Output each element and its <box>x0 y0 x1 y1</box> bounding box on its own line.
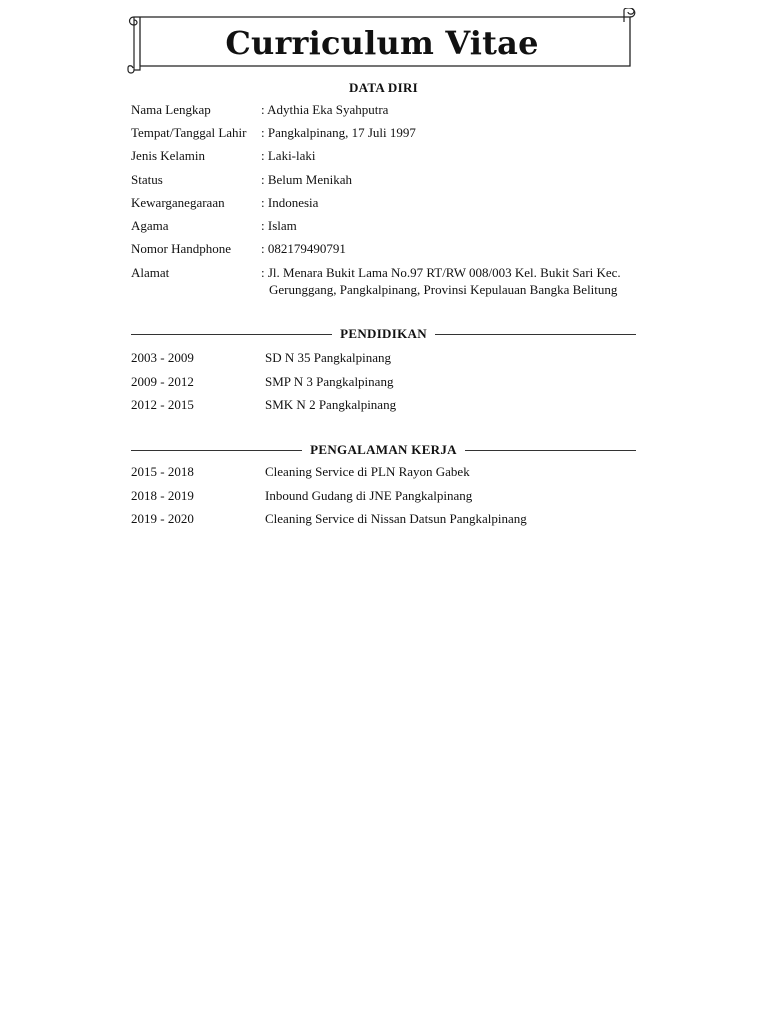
divider-right <box>435 334 636 335</box>
section-heading-pengalaman-kerja <box>131 442 636 458</box>
education-period: 2012 - 2015 <box>131 397 194 412</box>
experience-period: 2019 - 2020 <box>131 511 194 526</box>
field-label: Nomor Handphone <box>131 241 232 256</box>
field-label: Status <box>131 172 163 187</box>
field-label: Nama Lengkap <box>131 102 211 117</box>
field-label: Alamat <box>131 265 170 280</box>
experience-job: Cleaning Service di Nissan Datsun Pangkalpinang <box>265 511 527 526</box>
experience-job: Inbound Gudang di JNE Pangkalpinang <box>265 488 473 503</box>
education-school: SMK N 2 Pangkalpinang <box>265 397 397 412</box>
field-label: Agama <box>131 218 169 233</box>
section-heading-pendidikan <box>131 326 636 342</box>
divider-left <box>131 334 332 335</box>
section-heading-data-diri: DATA DIRI <box>348 80 419 95</box>
experience-period: 2015 - 2018 <box>131 464 194 479</box>
field-value: : 082179490791 <box>261 241 346 256</box>
address-value-line-2: Gerunggang, Pangkalpinang, Provinsi Kepulauan Bangka Belitung <box>269 282 618 297</box>
experience-job: Cleaning Service di PLN Rayon Gabek <box>265 464 470 479</box>
field-label: Jenis Kelamin <box>131 148 206 163</box>
field-label: Tempat/Tanggal Lahir <box>131 125 247 140</box>
experience-period: 2018 - 2019 <box>131 488 194 503</box>
page-title: Curriculum Vitae <box>225 24 539 62</box>
section-title: PENGALAMAN KERJA <box>310 442 457 457</box>
education-school: SMP N 3 Pangkalpinang <box>265 374 394 389</box>
section-title: PENDIDIKAN <box>340 326 427 341</box>
address-value-line-1: : Jl. Menara Bukit Lama No.97 RT/RW 008/003 Kel. Bukit Sari Kec. <box>261 265 621 280</box>
field-value: : Adythia Eka Syahputra <box>261 102 389 117</box>
field-label: Kewarganegaraan <box>131 195 225 210</box>
divider-left <box>131 450 302 451</box>
field-value: : Indonesia <box>261 195 319 210</box>
education-period: 2003 - 2009 <box>131 350 194 365</box>
title-banner <box>124 8 640 74</box>
field-value: : Islam <box>261 218 297 233</box>
education-period: 2009 - 2012 <box>131 374 194 389</box>
education-school: SD N 35 Pangkalpinang <box>265 350 392 365</box>
field-value: : Laki-laki <box>261 148 316 163</box>
divider-right <box>465 450 636 451</box>
field-value: : Belum Menikah <box>261 172 352 187</box>
field-value: : Pangkalpinang, 17 Juli 1997 <box>261 125 416 140</box>
